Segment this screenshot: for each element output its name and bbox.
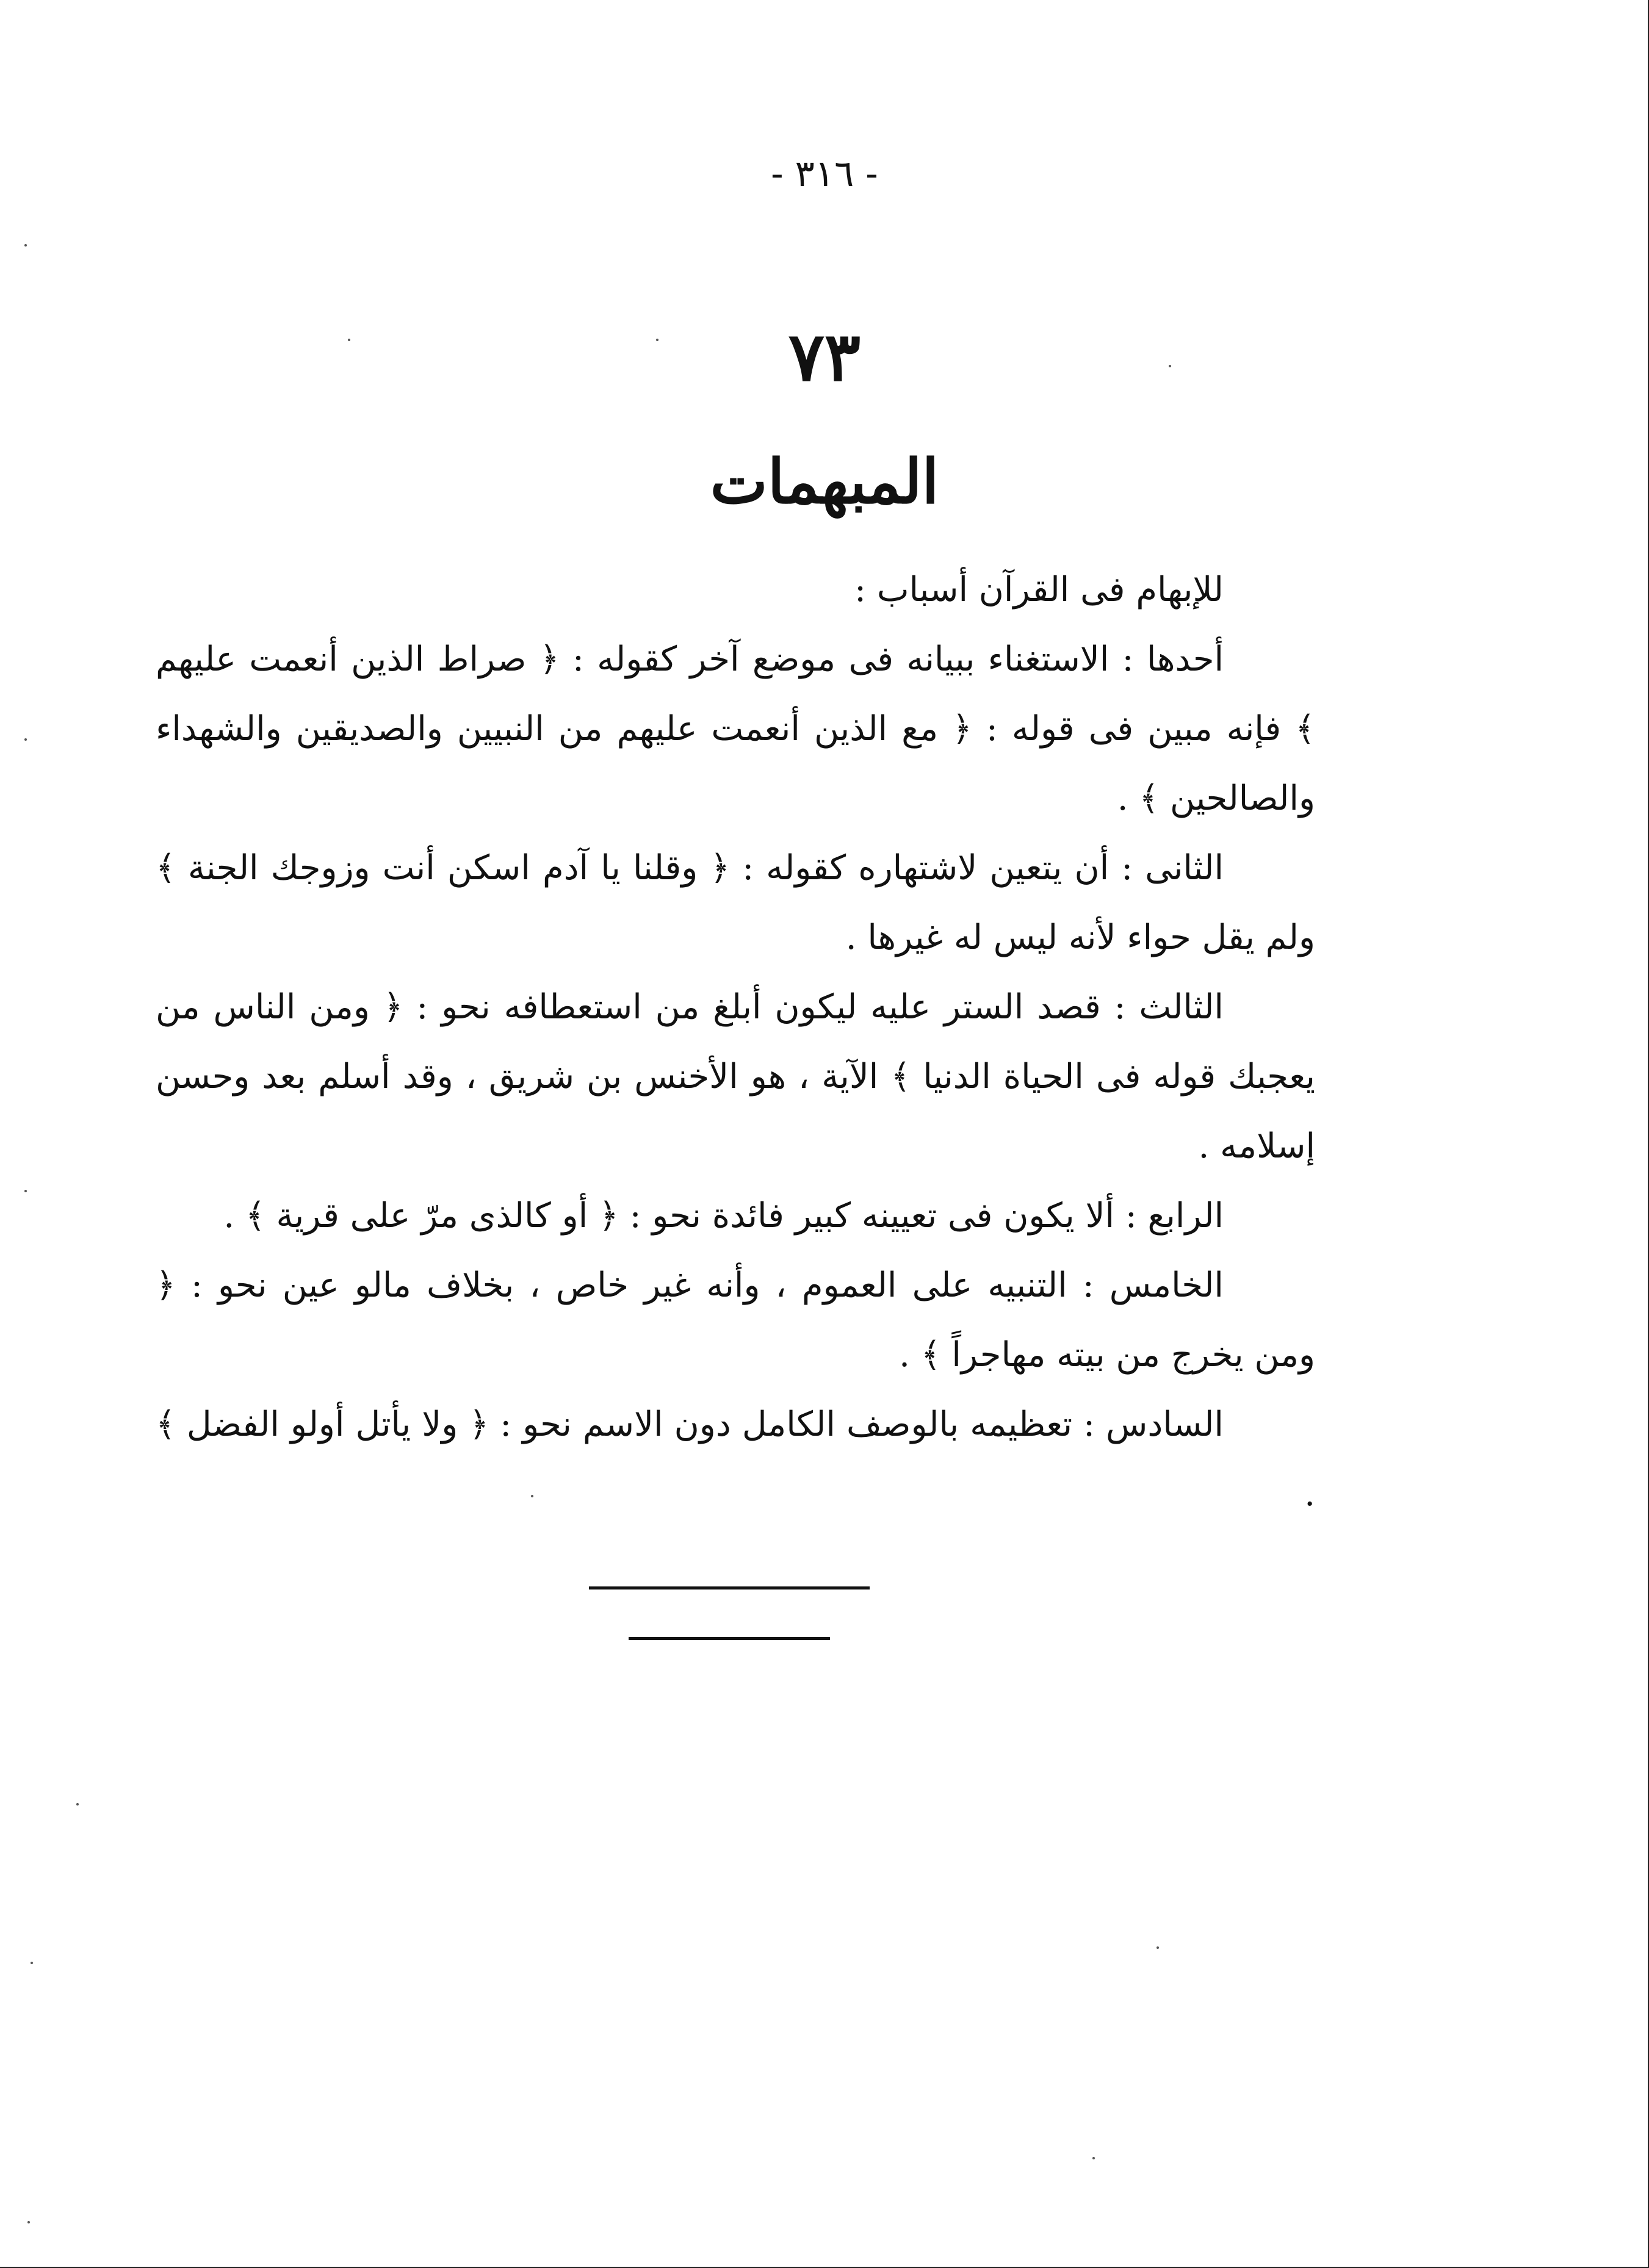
scan-speck [31,1962,33,1964]
body-text [156,555,1315,1529]
scan-speck [1156,1946,1159,1949]
scan-speck [24,1190,27,1192]
intro-paragraph: للإبهام فى القرآن أسباب : [854,570,1224,610]
chapter-title: المبهمات [710,445,939,517]
scan-speck [1092,2157,1095,2159]
scan-speck [24,738,27,741]
chapter-number: ٧٣ [788,317,861,396]
scan-speck [656,339,659,341]
scan-speck [348,339,350,341]
page-number: - ٣١٦ - [771,153,878,195]
reason-paragraph-5: الخامس : التنبيه على العموم ، وأنه غير خاص ، بخلاف مالو عين نحو : ﴿ ومن يخرج من بيته مهاجراً ﴾ . [156,1265,1315,1375]
scan-speck [1169,365,1171,367]
scan-speck [76,1803,79,1805]
scan-speck [27,2221,30,2223]
reason-paragraph-3: الثالث : قصد الستر عليه ليكون أبلغ من استعطافه نحو : ﴿ ومن الناس من يعجبك قوله فى الحياة الدنيا ﴾ الآية ، هو الأخنس بن شريق ، وقد أسلم بعد وحسن إسلامه . [156,987,1315,1166]
closing-rule-bottom [629,1637,830,1640]
reason-paragraph-1: أحدها : الاستغناء ببيانه فى موضع آخر كقوله : ﴿ صراط الذين أنعمت عليهم ﴾ فإنه مبين فى قوله : ﴿ مع الذين أنعمت عليهم من النبيين والصديقين والشهداء والصالحين ﴾ . [156,639,1315,818]
closing-rule-top [589,1586,870,1589]
reason-paragraph-2: الثانى : أن يتعين لاشتهاره كقوله : ﴿ وقلنا يا آدم اسكن أنت وزوجك الجنة ﴾ ولم يقل حواء لأنه ليس له غيرها . [156,848,1315,957]
reason-paragraph-4: الرابع : ألا يكون فى تعيينه كبير فائدة نحو : ﴿ أو كالذى مرّ على قرية ﴾ . [223,1196,1224,1236]
reason-paragraph-6: السادس : تعظيمه بالوصف الكامل دون الاسم نحو : ﴿ ولا يأتل أولو الفضل ﴾ . [156,1405,1315,1514]
scan-speck [531,1495,533,1497]
scan-speck [24,244,27,247]
